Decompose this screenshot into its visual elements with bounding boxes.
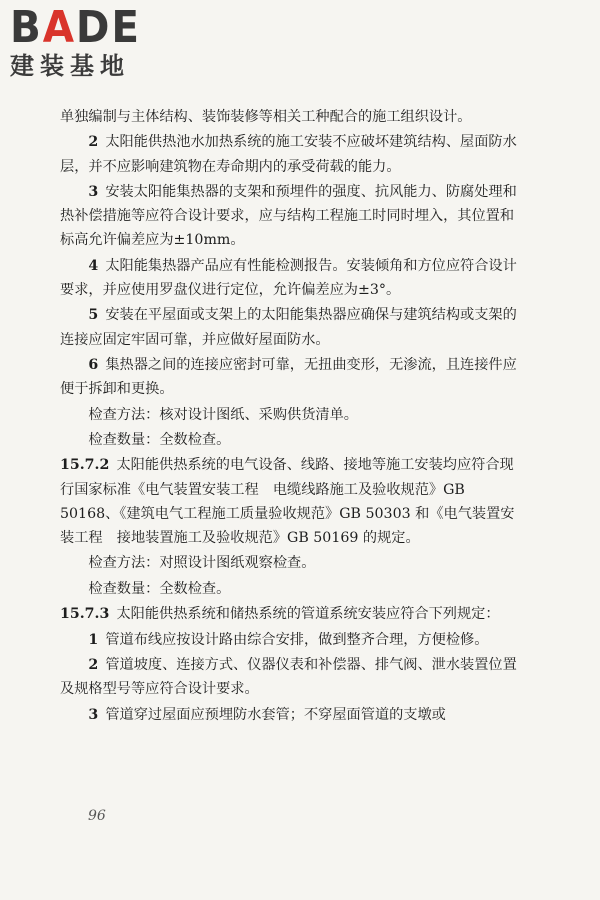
- paragraph-text: 太阳能集热器产品应有性能检测报告。安装倾角和方位应符合设计要求，并应使用罗盘仪进行定位，允许偏差应为±3°。: [60, 257, 517, 298]
- paragraph: [60, 403, 522, 427]
- paragraph: [60, 703, 522, 727]
- paragraph-text: 太阳能供热池水加热系统的施工安装不应破坏建筑结构、屋面防水层，并不应影响建筑物在寿命期内的承受荷载的能力。: [60, 134, 517, 175]
- paragraph: [60, 353, 522, 401]
- logo-subtitle: 建装基地: [10, 52, 130, 80]
- paragraph: [60, 453, 522, 550]
- paragraph: [60, 577, 522, 601]
- brand-logo: [10, 2, 180, 80]
- paragraph: [60, 180, 522, 253]
- clause-number: 2: [88, 656, 99, 673]
- clause-number: 5: [88, 307, 99, 324]
- paragraph: [60, 602, 522, 626]
- clause-number: 15.7.3: [60, 606, 110, 623]
- paragraph: [60, 628, 522, 652]
- paragraph-text: 管道坡度、连接方式、仪器仪表和补偿器、排气阀、泄水装置位置及规格型号等应符合设计要求。: [60, 656, 517, 698]
- paragraph-text: 检查数量：全数检查。: [88, 580, 231, 597]
- clause-number: 15.7.2: [60, 457, 110, 474]
- paragraph: [60, 303, 522, 351]
- paragraph-text: 管道穿过屋面应预埋防水套管；不穿屋面管道的支墩或: [105, 706, 446, 723]
- paragraph: [60, 254, 522, 302]
- paragraph: [60, 551, 522, 575]
- paragraph: [60, 105, 522, 129]
- clause-number: 4: [88, 257, 99, 274]
- clause-number: 3: [88, 706, 99, 723]
- clause-number: 1: [88, 631, 99, 648]
- clause-number: 3: [88, 183, 99, 200]
- paragraph-text: 单独编制与主体结构、装饰装修等相关工种配合的施工组织设计。: [60, 109, 472, 125]
- paragraph-text: 安装太阳能集热器的支架和预埋件的强度、抗风能力、防腐处理和热补偿措施等应符合设计要求，应与结构工程施工时同时埋入，其位置和标高允许偏差应为±10mm。: [60, 183, 517, 249]
- clause-number: 6: [88, 356, 99, 373]
- paragraph-text: 检查方法：对照设计图纸观察检查。: [88, 555, 316, 572]
- paragraph-text: 安装在平屋面或支架上的太阳能集热器应确保与建筑结构或支架的连接应固定牢固可靠，并应做好屋面防水。: [60, 307, 517, 348]
- logo-wordmark: BADE: [10, 2, 141, 53]
- paragraph: [60, 130, 522, 178]
- paragraph-text: 管道布线应按设计路由综合安排，做到整齐合理，方便检修。: [105, 631, 489, 648]
- paragraph-text: 集热器之间的连接应密封可靠，无扭曲变形，无渗流，且连接件应便于拆卸和更换。: [60, 356, 517, 398]
- paragraph-text: 检查方法：核对设计图纸、采购供货清单。: [88, 406, 358, 423]
- paragraph-text: 太阳能供热系统的电气设备、线路、接地等施工安装均应符合现行国家标准《电气装置安装工程 电缆线路施工及验收规范》GB 50168、《建筑电气工程施工质量验收规范》GB 50303 和《电气装置安装工程 接地装置施工及验收规范》GB 50169 的规定。: [60, 457, 515, 546]
- paragraph-text: 检查数量：全数检查。: [88, 431, 231, 448]
- paragraph-text: 太阳能供热系统和储热系统的管道系统安装应符合下列规定：: [116, 606, 500, 623]
- paragraph: [60, 428, 522, 452]
- page-number: 96: [88, 808, 106, 824]
- document-body: [60, 105, 522, 728]
- clause-number: 2: [88, 134, 99, 151]
- paragraph: [60, 653, 522, 701]
